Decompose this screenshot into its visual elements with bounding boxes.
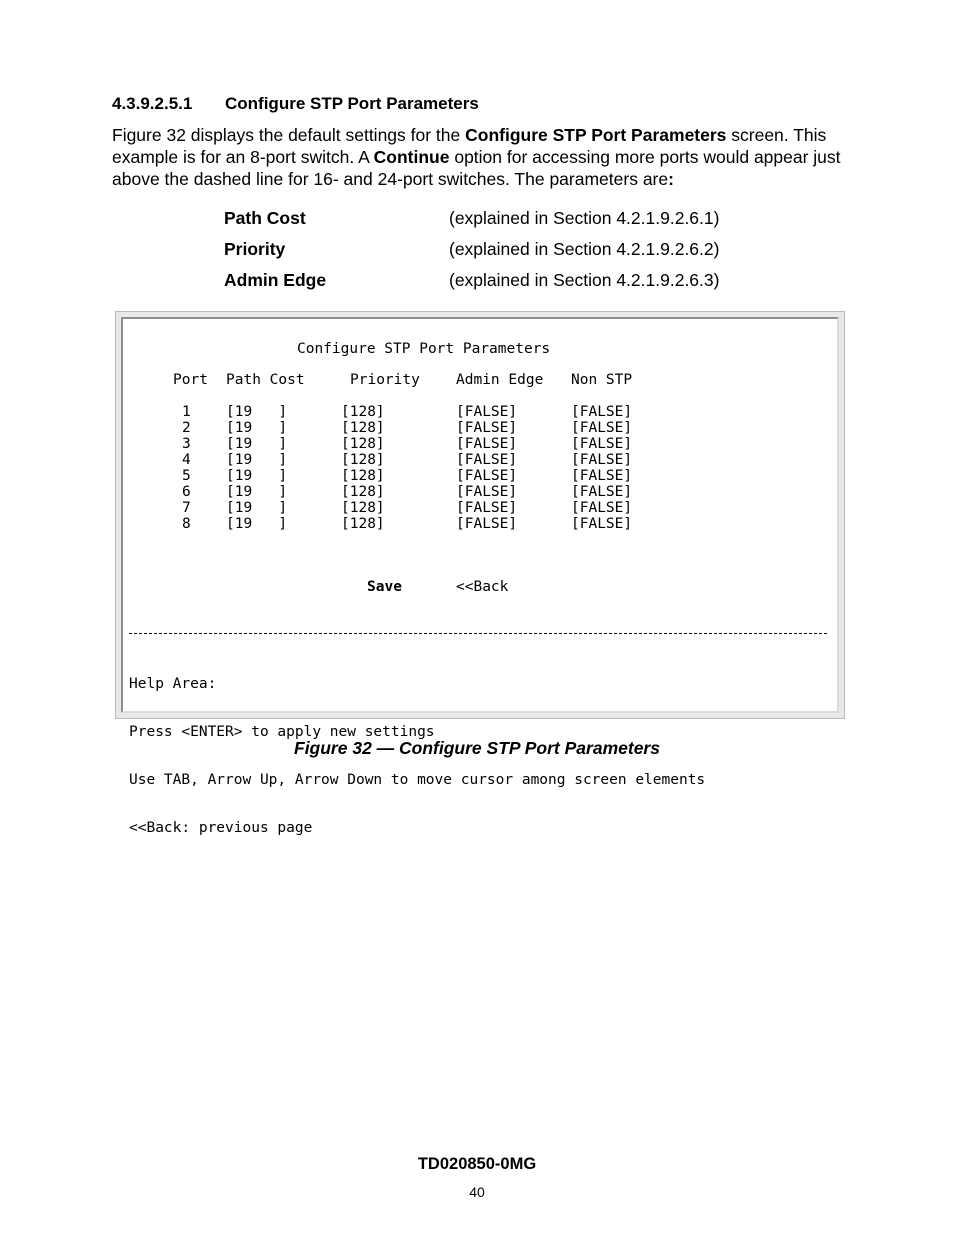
header-path-cost: Path Cost bbox=[226, 372, 305, 388]
path-cost-field[interactable]: [19 ] bbox=[226, 468, 288, 484]
intro-text-1: Figure 32 displays the default settings for the bbox=[112, 125, 466, 145]
port-number: 5 bbox=[182, 468, 191, 484]
non-stp-field[interactable]: [FALSE] bbox=[571, 420, 633, 436]
intro-text-3: option for accessing more ports would appear just above the dashed line for 16- and 24-port switches. The parameters are bbox=[112, 147, 841, 189]
port-number: 2 bbox=[182, 420, 191, 436]
port-number: 4 bbox=[182, 452, 191, 468]
section-heading bbox=[112, 94, 479, 114]
path-cost-field[interactable]: [19 ] bbox=[226, 516, 288, 532]
admin-edge-field[interactable]: [FALSE] bbox=[456, 420, 518, 436]
parameter-description: (explained in Section 4.2.1.9.2.6.1) bbox=[449, 208, 720, 228]
priority-field[interactable]: [128] bbox=[341, 500, 385, 516]
non-stp-field[interactable]: [FALSE] bbox=[571, 452, 633, 468]
table-row bbox=[123, 404, 837, 420]
priority-field[interactable]: [128] bbox=[341, 436, 385, 452]
parameter-description: (explained in Section 4.2.1.9.2.6.3) bbox=[449, 270, 720, 290]
document-id: TD020850-0MG bbox=[417, 1155, 537, 1173]
table-row bbox=[123, 468, 837, 484]
priority-field[interactable]: [128] bbox=[341, 484, 385, 500]
port-number: 7 bbox=[182, 500, 191, 516]
intro-text-2: screen. This example is for an 8-port switch. A bbox=[112, 125, 827, 167]
section-title: Configure STP Port Parameters bbox=[225, 94, 479, 113]
admin-edge-field[interactable]: [FALSE] bbox=[456, 436, 518, 452]
intro-bold-1: Configure STP Port Parameters bbox=[465, 125, 727, 145]
priority-field[interactable]: [128] bbox=[341, 468, 385, 484]
parameter-name: Priority bbox=[224, 239, 286, 259]
non-stp-field[interactable]: [FALSE] bbox=[571, 468, 633, 484]
priority-field[interactable]: [128] bbox=[341, 516, 385, 532]
admin-edge-field[interactable]: [FALSE] bbox=[456, 452, 518, 468]
port-number: 6 bbox=[182, 484, 191, 500]
table-row bbox=[123, 420, 837, 436]
table-row bbox=[123, 484, 837, 500]
help-line: Help Area: bbox=[129, 676, 217, 692]
save-button[interactable]: Save bbox=[367, 579, 402, 595]
non-stp-field[interactable]: [FALSE] bbox=[571, 436, 633, 452]
header-port: Port bbox=[173, 372, 208, 388]
table-row bbox=[123, 452, 837, 468]
path-cost-field[interactable]: [19 ] bbox=[226, 452, 288, 468]
table-row bbox=[123, 500, 837, 516]
port-number: 8 bbox=[182, 516, 191, 532]
parameter-name: Path Cost bbox=[224, 208, 306, 228]
non-stp-field[interactable]: [FALSE] bbox=[571, 484, 633, 500]
help-line: <<Back: previous page bbox=[129, 820, 313, 836]
admin-edge-field[interactable]: [FALSE] bbox=[456, 516, 518, 532]
path-cost-field[interactable]: [19 ] bbox=[226, 436, 288, 452]
header-non-stp: Non STP bbox=[571, 372, 633, 388]
path-cost-field[interactable]: [19 ] bbox=[226, 484, 288, 500]
parameter-name: Admin Edge bbox=[224, 270, 327, 290]
intro-colon: : bbox=[668, 169, 674, 189]
port-table bbox=[123, 404, 837, 532]
intro-bold-2: Continue bbox=[373, 147, 450, 167]
dashed-divider bbox=[129, 633, 827, 634]
admin-edge-field[interactable]: [FALSE] bbox=[456, 404, 518, 420]
non-stp-field[interactable]: [FALSE] bbox=[571, 404, 633, 420]
port-number: 3 bbox=[182, 436, 191, 452]
table-row bbox=[123, 436, 837, 452]
admin-edge-field[interactable]: [FALSE] bbox=[456, 468, 518, 484]
terminal-title: Configure STP Port Parameters bbox=[297, 341, 551, 357]
path-cost-field[interactable]: [19 ] bbox=[226, 404, 288, 420]
parameter-description: (explained in Section 4.2.1.9.2.6.2) bbox=[449, 239, 720, 259]
help-line: Press <ENTER> to apply new settings bbox=[129, 724, 435, 740]
table-row bbox=[123, 516, 837, 532]
header-admin-edge: Admin Edge bbox=[456, 372, 544, 388]
non-stp-field[interactable]: [FALSE] bbox=[571, 516, 633, 532]
port-number: 1 bbox=[182, 404, 191, 420]
path-cost-field[interactable]: [19 ] bbox=[226, 420, 288, 436]
priority-field[interactable]: [128] bbox=[341, 404, 385, 420]
path-cost-field[interactable]: [19 ] bbox=[226, 500, 288, 516]
page-number: 40 bbox=[469, 1184, 485, 1200]
admin-edge-field[interactable]: [FALSE] bbox=[456, 484, 518, 500]
admin-edge-field[interactable]: [FALSE] bbox=[456, 500, 518, 516]
help-line: Use TAB, Arrow Up, Arrow Down to move cursor among screen elements bbox=[129, 772, 706, 788]
header-priority: Priority bbox=[350, 372, 420, 388]
priority-field[interactable]: [128] bbox=[341, 452, 385, 468]
back-button[interactable]: <<Back bbox=[456, 579, 509, 595]
section-number: 4.3.9.2.5.1 bbox=[112, 94, 193, 113]
intro-paragraph bbox=[112, 124, 852, 190]
figure-caption: Figure 32 — Configure STP Port Parameters bbox=[294, 738, 660, 758]
priority-field[interactable]: [128] bbox=[341, 420, 385, 436]
non-stp-field[interactable]: [FALSE] bbox=[571, 500, 633, 516]
